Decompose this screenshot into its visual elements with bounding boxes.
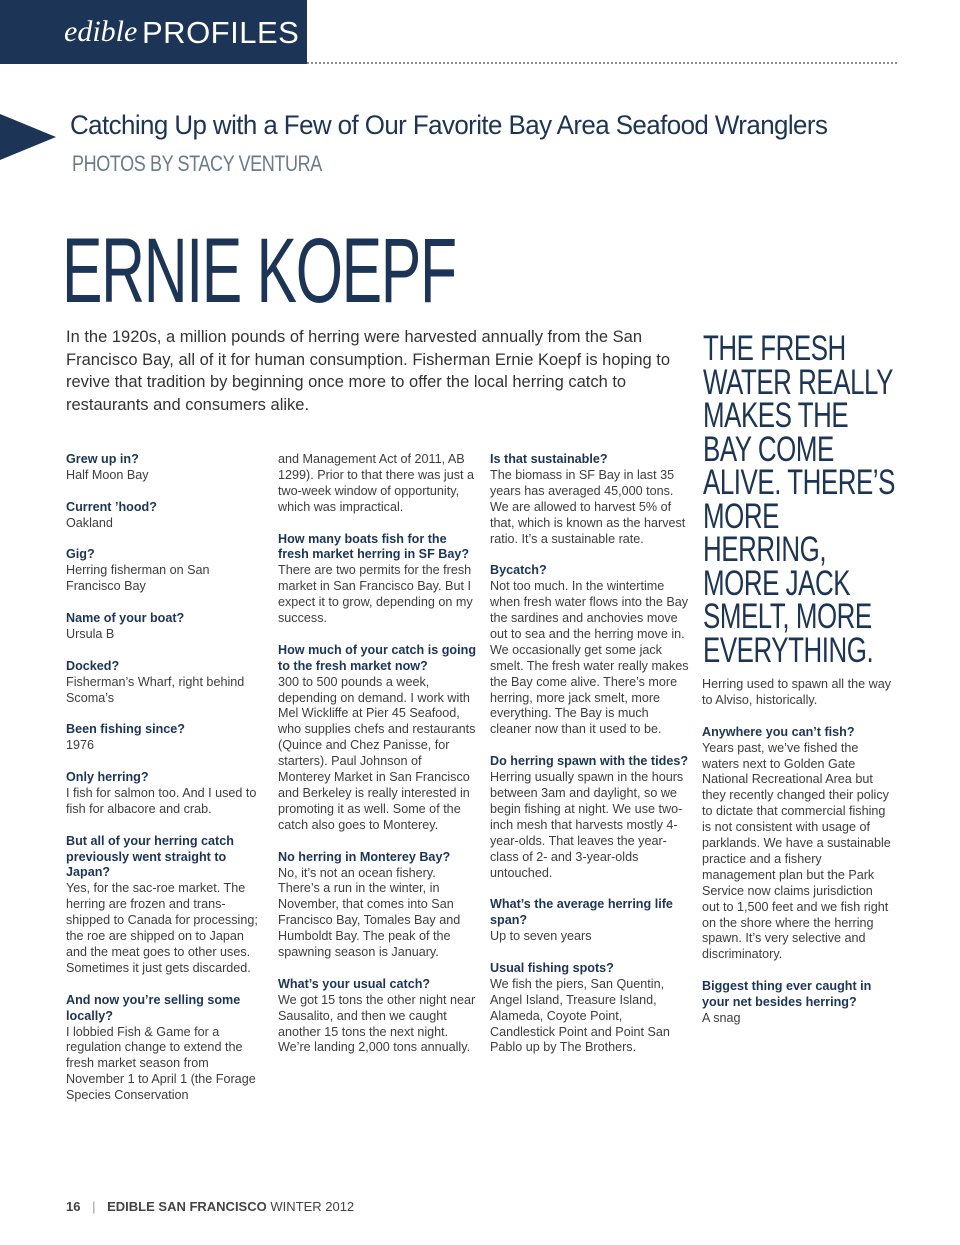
qa-item (66, 770, 262, 818)
qa-item (66, 547, 262, 595)
qa-question: Current ’hood? (66, 499, 157, 514)
dotted-divider (307, 62, 897, 64)
qa-answer: 1976 (66, 738, 95, 753)
qa-answer: Herring usually spawn in the hours between 3am and daylight, so we begin fishing at night. We use two-inch mesh that harvests mostly 4-year-olds. That leaves the year-class of 2- and 3-year-olds untouched. (490, 770, 684, 880)
photo-credit: PHOTOS BY STACY VENTURA (72, 151, 322, 176)
qa-answer: Up to seven years (490, 929, 592, 944)
qa-item (702, 979, 892, 1027)
qa-question: Been fishing since? (66, 722, 185, 737)
qa-answer: Years past, we’ve fished the waters next to Golden Gate National Recreational Area but they recently changed their policy to dictate that commercial fishing is not consistent with usage of parklands. We have a sustainable practice and a fishery management plan but the Park Service now claims jurisdiction out to 1,500 feet and we fish right on the shore where the herring spawn. It’s very selective and discriminatory. (702, 740, 891, 962)
qa-item (278, 643, 476, 834)
qa-item (66, 500, 262, 532)
qa-column-3 (490, 452, 690, 1072)
banner-profiles-label: PROFILES (142, 15, 300, 50)
qa-item (702, 725, 892, 964)
qa-question: Usual fishing spots? (490, 960, 614, 975)
qa-item (278, 977, 476, 1057)
intro-paragraph: In the 1920s, a million pounds of herring were harvested annually from the San Francisco Bay, all of it for human consumption. Fisherman Ernie Koepf is hoping to revive that tradition by beginning once more to offer the local herring catch to restaurants and consumers alike. (66, 328, 671, 414)
qa-column-1 (66, 452, 262, 1120)
qa-question: Docked? (66, 658, 120, 673)
qa-answer: Fisherman’s Wharf, right behind Scoma’s (66, 674, 245, 705)
qa-question: Name of your boat? (66, 611, 185, 626)
qa-item (490, 452, 690, 547)
qa-answer: Not too much. In the wintertime when fresh water flows into the Bay the sardines and anchovies move out to sea and the herring move in. We occasionally get some jack smelt. The fresh water really makes the Bay come alive. There’s more herring, more jack smelt, more everything. The Bay is much cleaner now than it used to be. (490, 579, 689, 737)
issue-date: WINTER 2012 (270, 1199, 355, 1214)
qa-item (66, 834, 262, 977)
qa-answer: and Management Act of 2011, AB 1299). Prior to that there was just a two-week window of opportunity, which was impractical. (278, 452, 475, 514)
qa-question: But all of your herring catch previously went straight to Japan? (66, 833, 234, 880)
qa-question: No herring in Monterey Bay? (278, 849, 451, 864)
pull-quote: THE FRESH WATER REALLY MAKES THE BAY COME ALIVE. THERE’S MORE HERRING, MORE JACK SMELT, MORE EVERYTHING. (703, 329, 895, 670)
qa-answer: Half Moon Bay (66, 467, 149, 482)
magazine-name: EDIBLE SAN FRANCISCO (107, 1199, 267, 1214)
qa-answer: I fish for salmon too. And I used to fish for albacore and crab. (66, 785, 257, 816)
section-banner (0, 0, 307, 64)
qa-question: What’s your usual catch? (278, 976, 431, 991)
qa-answer: No, it’s not an ocean fishery. There’s a run in the winter, in November, that comes into San Francisco Bay, Tomales Bay and Humboldt Bay. The peak of the spawning season is January. (278, 865, 461, 960)
qa-question: And now you’re selling some locally? (66, 992, 241, 1023)
qa-answer: We got 15 tons the other night near Sausalito, and then we caught another 15 tons the next night. We’re landing 2,000 tons annually. (278, 992, 476, 1055)
qa-item (66, 452, 262, 484)
qa-question: How many boats fish for the fresh market herring in SF Bay? (278, 531, 470, 562)
qa-answer: Herring used to spawn all the way to Alviso, historically. (702, 677, 892, 707)
qa-question: How much of your catch is going to the fresh market now? (278, 642, 477, 673)
qa-item (702, 677, 892, 709)
qa-question: Gig? (66, 547, 95, 562)
qa-answer: A snag (702, 1011, 741, 1025)
qa-item (278, 850, 476, 961)
qa-item (490, 754, 690, 881)
qa-item (66, 611, 262, 643)
qa-question: Only herring? (66, 770, 149, 785)
qa-question: What’s the average herring life span? (490, 897, 673, 928)
qa-item (66, 993, 262, 1104)
qa-item (490, 563, 690, 738)
qa-column-4 (702, 677, 892, 1043)
qa-answer: Oakland (66, 515, 113, 530)
article-headline: Catching Up with a Few of Our Favorite Bay Area Seafood Wranglers (70, 110, 828, 140)
banner-edible-label: edible (64, 15, 138, 48)
qa-answer: Yes, for the sac-roe market. The herring are frozen and trans-shipped to Canada for processing; the roe are shipped on to Japan and the meat goes to other uses. Sometimes it just gets discarded. (66, 881, 258, 975)
qa-question: Grew up in? (66, 452, 139, 466)
qa-question: Anywhere you can’t fish? (702, 724, 855, 739)
qa-item (490, 961, 690, 1056)
footer-separator: | (92, 1199, 96, 1214)
profile-name: ERNIE KOEPF (62, 220, 456, 322)
qa-answer: Ursula B (66, 626, 115, 641)
qa-question: Biggest thing ever caught in your net besides herring? (702, 979, 872, 1010)
qa-item (278, 452, 476, 516)
qa-answer: There are two permits for the fresh market in San Francisco Bay. But I expect it to grow, depending on my success. (278, 563, 473, 626)
qa-question: Is that sustainable? (490, 452, 608, 466)
qa-item (278, 532, 476, 627)
qa-item (66, 722, 262, 754)
qa-answer: 300 to 500 pounds a week, depending on demand. I work with Mel Wickliffe at Pier 45 Seafood, who supplies chefs and restaurants (Quince and Chez Panisse, for starters). Paul Johnson of Monterey Market in San Francisco and Berkeley is really interested in promoting it as well. Some of the catch also goes to Monterey. (278, 674, 476, 832)
triangle-arrow-icon (0, 114, 56, 160)
qa-answer: I lobbied Fish & Game for a regulation change to extend the fresh market season from November 1 to April 1 (the Forage Species Conservation (66, 1024, 256, 1103)
page-number: 16 (66, 1199, 81, 1214)
qa-answer: Herring fisherman on San Francisco Bay (66, 563, 210, 594)
qa-column-2 (278, 452, 476, 1072)
page-footer (66, 1199, 354, 1214)
qa-question: Do herring spawn with the tides? (490, 754, 689, 769)
qa-answer: We fish the piers, San Quentin, Angel Island, Treasure Island, Alameda, Coyote Point, Candlestick Point and Point San Pablo up by The Brothers. (490, 976, 670, 1055)
qa-item (66, 659, 262, 707)
qa-item (490, 897, 690, 945)
qa-question: Bycatch? (490, 563, 547, 578)
qa-answer: The biomass in SF Bay in last 35 years has averaged 45,000 tons. We are allowed to harvest 5% of that, which is known as the harvest ratio. It’s a sustainable rate. (490, 467, 686, 546)
